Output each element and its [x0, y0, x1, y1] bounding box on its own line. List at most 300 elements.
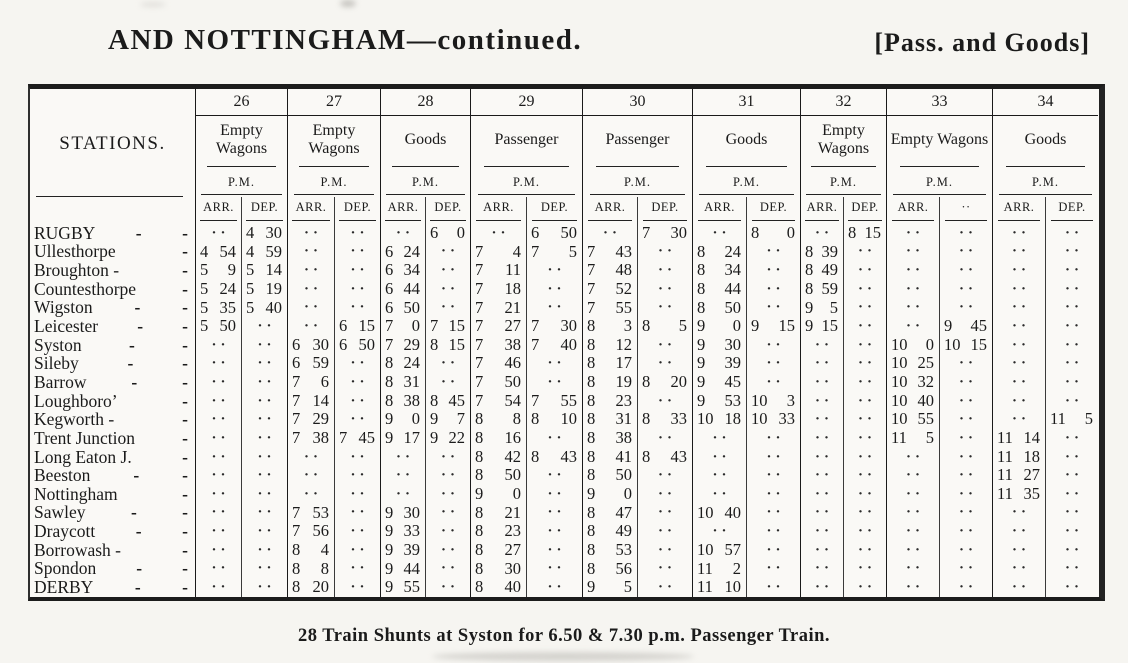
- time-cell: 11 27: [992, 466, 1045, 485]
- empty-cell: ··: [425, 522, 470, 541]
- empty-cell: ··: [843, 485, 886, 504]
- time-cell: 9 44: [380, 560, 425, 579]
- empty-cell: ··: [886, 578, 939, 597]
- arr-header: ARR.: [692, 197, 746, 224]
- time-cell: 7 38: [470, 336, 526, 355]
- time-cell: 8 38: [380, 392, 425, 411]
- empty-cell: ··: [195, 392, 241, 411]
- empty-cell: ··: [1045, 317, 1098, 336]
- time-cell: 8 15: [425, 336, 470, 355]
- time-cell: 8 30: [470, 560, 526, 579]
- station-dash: -: [182, 446, 188, 467]
- time-cell: 9 0: [692, 317, 746, 336]
- station-dash: -: [182, 483, 188, 504]
- train-number-header: 31: [692, 89, 800, 116]
- print-artifact: [340, 0, 356, 7]
- station-name: Spondon: [34, 558, 97, 579]
- empty-cell: ··: [425, 466, 470, 485]
- time-cell: 11 5: [886, 429, 939, 448]
- empty-cell: ··: [526, 522, 582, 541]
- time-cell: 9 0: [582, 485, 637, 504]
- empty-cell: ··: [637, 261, 692, 280]
- empty-cell: ··: [843, 373, 886, 392]
- empty-cell: ··: [1045, 578, 1098, 597]
- time-cell: 8 0: [746, 224, 800, 243]
- period-header: P.M.: [692, 172, 800, 197]
- time-cell: 9 53: [692, 392, 746, 411]
- empty-cell: ··: [886, 541, 939, 560]
- empty-cell: ··: [241, 448, 287, 467]
- train-type-header: Passenger: [582, 116, 692, 172]
- arr-header: ARR.: [287, 197, 334, 224]
- time-cell: 11 2: [692, 560, 746, 579]
- empty-cell: ··: [287, 466, 334, 485]
- empty-cell: ··: [526, 280, 582, 299]
- arr-header: ARR.: [582, 197, 637, 224]
- time-cell: 7 46: [470, 354, 526, 373]
- empty-cell: ··: [241, 504, 287, 523]
- empty-cell: ··: [425, 560, 470, 579]
- empty-cell: ··: [939, 280, 992, 299]
- empty-cell: ··: [526, 578, 582, 597]
- empty-cell: ··: [886, 261, 939, 280]
- station-row-label: [30, 261, 195, 280]
- empty-cell: ··: [1045, 392, 1098, 411]
- empty-cell: ··: [886, 522, 939, 541]
- station-row-label: [30, 448, 195, 467]
- time-cell: 9 45: [692, 373, 746, 392]
- empty-cell: ··: [843, 354, 886, 373]
- station-name: DERBY: [34, 577, 94, 597]
- empty-cell: ··: [800, 410, 843, 429]
- empty-cell: ··: [886, 317, 939, 336]
- station-dash: -: [182, 558, 188, 579]
- period-header: P.M.: [886, 172, 992, 197]
- train-number-header: 27: [287, 89, 380, 116]
- time-cell: 8 20: [287, 578, 334, 597]
- empty-cell: ··: [425, 373, 470, 392]
- train-type-header: Goods: [380, 116, 470, 172]
- time-cell: 7 15: [425, 317, 470, 336]
- time-cell: 8 8: [470, 410, 526, 429]
- empty-cell: ··: [1045, 224, 1098, 243]
- station-dash: -: [182, 260, 188, 281]
- time-cell: 5 19: [241, 280, 287, 299]
- time-cell: 9 17: [380, 429, 425, 448]
- time-cell: 8 47: [582, 504, 637, 523]
- arr-header: ARR.: [992, 197, 1045, 224]
- empty-cell: ··: [241, 466, 287, 485]
- time-cell: 8 21: [470, 504, 526, 523]
- empty-cell: ··: [800, 429, 843, 448]
- empty-cell: ··: [800, 336, 843, 355]
- time-cell: 7 52: [582, 280, 637, 299]
- time-cell: 7 50: [470, 373, 526, 392]
- empty-cell: ··: [992, 317, 1045, 336]
- time-cell: 10 55: [886, 410, 939, 429]
- empty-cell: ··: [939, 448, 992, 467]
- empty-cell: ··: [526, 299, 582, 318]
- empty-cell: ··: [843, 504, 886, 523]
- time-cell: 7 29: [287, 410, 334, 429]
- empty-cell: ··: [992, 504, 1045, 523]
- station-row-label: [30, 410, 195, 429]
- empty-cell: ··: [241, 336, 287, 355]
- empty-cell: ··: [637, 392, 692, 411]
- period-header: P.M.: [470, 172, 582, 197]
- station-name: RUGBY: [34, 222, 96, 243]
- dep-header: DEP.: [843, 197, 886, 224]
- empty-cell: ··: [287, 261, 334, 280]
- empty-cell: ··: [425, 578, 470, 597]
- time-cell: 4 30: [241, 224, 287, 243]
- time-cell: 10 57: [692, 541, 746, 560]
- station-row-label: [30, 299, 195, 318]
- empty-cell: ··: [939, 243, 992, 262]
- time-cell: 8 27: [470, 541, 526, 560]
- empty-cell: ··: [992, 522, 1045, 541]
- empty-cell: ··: [1045, 280, 1098, 299]
- period-header: P.M.: [992, 172, 1098, 197]
- empty-cell: ··: [287, 448, 334, 467]
- time-cell: 8 50: [692, 299, 746, 318]
- empty-cell: ··: [886, 243, 939, 262]
- empty-cell: ··: [692, 466, 746, 485]
- empty-cell: ··: [334, 504, 380, 523]
- station-row-label: [30, 224, 195, 243]
- empty-cell: ··: [746, 448, 800, 467]
- empty-cell: ··: [692, 522, 746, 541]
- empty-cell: ··: [287, 299, 334, 318]
- empty-cell: ··: [380, 466, 425, 485]
- empty-cell: ··: [1045, 485, 1098, 504]
- time-cell: 7 43: [582, 243, 637, 262]
- time-cell: 7 38: [287, 429, 334, 448]
- station-row-label: [30, 243, 195, 262]
- empty-cell: ··: [637, 504, 692, 523]
- empty-cell: ··: [526, 373, 582, 392]
- empty-cell: ··: [526, 261, 582, 280]
- time-cell: 9 5: [800, 299, 843, 318]
- time-cell: 8 24: [692, 243, 746, 262]
- station-dash: -: [137, 316, 144, 337]
- time-cell: 7 56: [287, 522, 334, 541]
- empty-cell: ··: [692, 429, 746, 448]
- time-cell: 9 30: [380, 504, 425, 523]
- empty-cell: ··: [241, 373, 287, 392]
- empty-cell: ··: [195, 448, 241, 467]
- empty-cell: ··: [843, 392, 886, 411]
- empty-cell: ··: [746, 504, 800, 523]
- period-header: P.M.: [582, 172, 692, 197]
- empty-cell: ··: [1045, 448, 1098, 467]
- time-cell: 8 31: [380, 373, 425, 392]
- station-name: Broughton -: [34, 260, 120, 281]
- empty-cell: ··: [992, 299, 1045, 318]
- empty-cell: ··: [195, 224, 241, 243]
- empty-cell: ··: [334, 392, 380, 411]
- empty-cell: ··: [334, 354, 380, 373]
- empty-cell: ··: [195, 466, 241, 485]
- time-cell: 8 5: [637, 317, 692, 336]
- time-cell: 7 29: [380, 336, 425, 355]
- empty-cell: ··: [334, 560, 380, 579]
- time-cell: 9 22: [425, 429, 470, 448]
- empty-cell: ··: [425, 448, 470, 467]
- empty-cell: ··: [886, 466, 939, 485]
- time-cell: 9 15: [800, 317, 843, 336]
- timetable-body: [30, 224, 1099, 597]
- station-dash: -: [182, 521, 188, 542]
- empty-cell: ··: [637, 429, 692, 448]
- time-cell: 6 0: [425, 224, 470, 243]
- timetable-header: [30, 89, 1099, 224]
- time-cell: 5 14: [241, 261, 287, 280]
- empty-cell: ··: [939, 522, 992, 541]
- period-header: P.M.: [800, 172, 886, 197]
- train-number-header: 28: [380, 89, 470, 116]
- time-cell: 8 56: [582, 560, 637, 579]
- time-cell: 8 17: [582, 354, 637, 373]
- time-cell: 8 24: [380, 354, 425, 373]
- time-cell: 5 24: [195, 280, 241, 299]
- empty-cell: ··: [992, 541, 1045, 560]
- station-name: Trent Junction: [34, 427, 135, 448]
- train-type-header: Passenger: [470, 116, 582, 172]
- time-cell: 6 15: [334, 317, 380, 336]
- time-cell: 8 49: [582, 522, 637, 541]
- empty-cell: ··: [425, 261, 470, 280]
- time-cell: 7 27: [470, 317, 526, 336]
- time-cell: 8 10: [526, 410, 582, 429]
- arr-header: ARR.: [380, 197, 425, 224]
- time-cell: 11 14: [992, 429, 1045, 448]
- train-number-header: 32: [800, 89, 886, 116]
- station-name: Ullesthorpe: [34, 241, 116, 262]
- empty-cell: ··: [692, 448, 746, 467]
- empty-cell: ··: [843, 560, 886, 579]
- station-dash: -: [131, 371, 138, 392]
- empty-cell: ··: [1045, 466, 1098, 485]
- station-dash: -: [130, 502, 137, 523]
- empty-cell: ··: [526, 541, 582, 560]
- time-cell: 7 6: [287, 373, 334, 392]
- empty-cell: ··: [1045, 560, 1098, 579]
- empty-cell: ··: [939, 354, 992, 373]
- station-row-label: [30, 429, 195, 448]
- station-dash: -: [182, 241, 188, 262]
- time-cell: 6 44: [380, 280, 425, 299]
- station-name: Long Eaton J.: [34, 446, 132, 467]
- time-cell: 10 18: [692, 410, 746, 429]
- station-dash: -: [182, 371, 188, 392]
- empty-cell: ··: [746, 336, 800, 355]
- empty-cell: ··: [637, 243, 692, 262]
- station-dash: -: [182, 465, 188, 486]
- station-name: Wigston: [34, 297, 93, 318]
- time-cell: 9 5: [582, 578, 637, 597]
- station-dash: -: [182, 409, 188, 430]
- empty-cell: ··: [939, 560, 992, 579]
- train-type-header: Empty Wagons: [195, 116, 287, 172]
- station-dash: -: [135, 222, 142, 243]
- empty-cell: ··: [582, 224, 637, 243]
- time-cell: 6 24: [380, 243, 425, 262]
- empty-cell: ··: [241, 522, 287, 541]
- empty-cell: ··: [241, 354, 287, 373]
- empty-cell: ··: [241, 429, 287, 448]
- empty-cell: ··: [1045, 299, 1098, 318]
- station-name: Leicester: [34, 316, 99, 337]
- train-type-header: Goods: [692, 116, 800, 172]
- dep-header: DEP.: [1045, 197, 1098, 224]
- time-cell: 9 45: [939, 317, 992, 336]
- empty-cell: ··: [195, 578, 241, 597]
- time-cell: 5 40: [241, 299, 287, 318]
- train-number-header: 33: [886, 89, 992, 116]
- time-cell: 8 50: [582, 466, 637, 485]
- period-header: P.M.: [380, 172, 470, 197]
- station-name: Draycott: [34, 521, 96, 542]
- station-dash: -: [129, 334, 135, 355]
- empty-cell: ··: [526, 354, 582, 373]
- time-cell: 11 35: [992, 485, 1045, 504]
- empty-cell: ··: [746, 485, 800, 504]
- empty-cell: ··: [334, 448, 380, 467]
- empty-cell: ··: [241, 392, 287, 411]
- empty-cell: ··: [1045, 429, 1098, 448]
- print-artifact: [432, 652, 694, 661]
- empty-cell: ··: [992, 560, 1045, 579]
- time-cell: 7 30: [526, 317, 582, 336]
- station-name: Sawley: [34, 502, 86, 523]
- empty-cell: ··: [939, 485, 992, 504]
- time-cell: 8 41: [582, 448, 637, 467]
- empty-cell: ··: [195, 354, 241, 373]
- station-dash: -: [127, 353, 134, 374]
- empty-cell: ··: [843, 280, 886, 299]
- station-name: Syston: [34, 334, 82, 355]
- empty-cell: ··: [195, 410, 241, 429]
- time-cell: 8 20: [637, 373, 692, 392]
- empty-cell: ··: [746, 261, 800, 280]
- empty-cell: ··: [800, 373, 843, 392]
- station-name: Countesthorpe: [34, 278, 137, 299]
- empty-cell: ··: [1045, 243, 1098, 262]
- train-number-header: 30: [582, 89, 692, 116]
- time-cell: 7 0: [380, 317, 425, 336]
- time-cell: 10 40: [692, 504, 746, 523]
- station-row-label: [30, 392, 195, 411]
- station-name: Borrowash -: [34, 539, 121, 560]
- time-cell: 6 50: [526, 224, 582, 243]
- corner-label: [Pass. and Goods]: [874, 28, 1090, 57]
- empty-cell: ··: [886, 299, 939, 318]
- time-cell: 8 42: [470, 448, 526, 467]
- empty-cell: ··: [334, 373, 380, 392]
- dep-header: DEP.: [637, 197, 692, 224]
- empty-cell: ··: [425, 485, 470, 504]
- timetable: [28, 84, 1105, 601]
- time-cell: 10 25: [886, 354, 939, 373]
- station-row-label: [30, 560, 195, 579]
- time-cell: 7 11: [470, 261, 526, 280]
- time-cell: 8 43: [637, 448, 692, 467]
- empty-cell: ··: [287, 243, 334, 262]
- time-cell: 8 45: [425, 392, 470, 411]
- time-cell: 9 30: [692, 336, 746, 355]
- arr-header: ARR.: [886, 197, 939, 224]
- empty-cell: ··: [334, 243, 380, 262]
- station-dash: -: [182, 222, 188, 243]
- empty-cell: ··: [939, 392, 992, 411]
- dep-header: DEP.: [526, 197, 582, 224]
- station-name: Kegworth -: [34, 409, 115, 430]
- empty-cell: ··: [526, 560, 582, 579]
- empty-cell: ··: [692, 224, 746, 243]
- empty-cell: ··: [241, 560, 287, 579]
- arr-header: ARR.: [470, 197, 526, 224]
- station-row-label: [30, 541, 195, 560]
- empty-cell: ··: [746, 560, 800, 579]
- arr-header: ARR.: [800, 197, 843, 224]
- station-name: Barrow: [34, 371, 87, 392]
- empty-cell: ··: [746, 466, 800, 485]
- empty-cell: ··: [334, 466, 380, 485]
- empty-cell: ··: [843, 429, 886, 448]
- time-cell: 8 44: [692, 280, 746, 299]
- time-cell: 7 55: [526, 392, 582, 411]
- station-dash: -: [182, 297, 188, 318]
- empty-cell: ··: [526, 485, 582, 504]
- time-cell: 9 55: [380, 578, 425, 597]
- empty-cell: ··: [746, 299, 800, 318]
- time-cell: 5 50: [195, 317, 241, 336]
- empty-cell: ··: [637, 522, 692, 541]
- empty-cell: ··: [992, 280, 1045, 299]
- empty-cell: ··: [843, 336, 886, 355]
- empty-cell: ··: [843, 243, 886, 262]
- time-cell: 6 50: [380, 299, 425, 318]
- station-dash: -: [182, 353, 188, 374]
- empty-cell: ··: [334, 261, 380, 280]
- time-cell: 8 38: [582, 429, 637, 448]
- time-cell: 9 33: [380, 522, 425, 541]
- empty-cell: ··: [195, 373, 241, 392]
- empty-cell: ··: [425, 299, 470, 318]
- empty-cell: ··: [241, 317, 287, 336]
- empty-cell: ··: [843, 261, 886, 280]
- time-cell: 8 33: [637, 410, 692, 429]
- empty-cell: ··: [425, 541, 470, 560]
- time-cell: 7 5: [526, 243, 582, 262]
- empty-cell: ··: [334, 410, 380, 429]
- empty-cell: ··: [241, 541, 287, 560]
- time-cell: 8 23: [582, 392, 637, 411]
- time-cell: 8 34: [692, 261, 746, 280]
- empty-cell: ··: [637, 336, 692, 355]
- empty-cell: ··: [637, 280, 692, 299]
- empty-cell: ··: [992, 243, 1045, 262]
- station-dash: -: [182, 334, 188, 355]
- empty-cell: ··: [380, 224, 425, 243]
- time-cell: 10 33: [746, 410, 800, 429]
- empty-cell: ··: [195, 541, 241, 560]
- empty-cell: ··: [746, 541, 800, 560]
- empty-cell: ··: [992, 578, 1045, 597]
- time-cell: 10 32: [886, 373, 939, 392]
- station-row-label: [30, 485, 195, 504]
